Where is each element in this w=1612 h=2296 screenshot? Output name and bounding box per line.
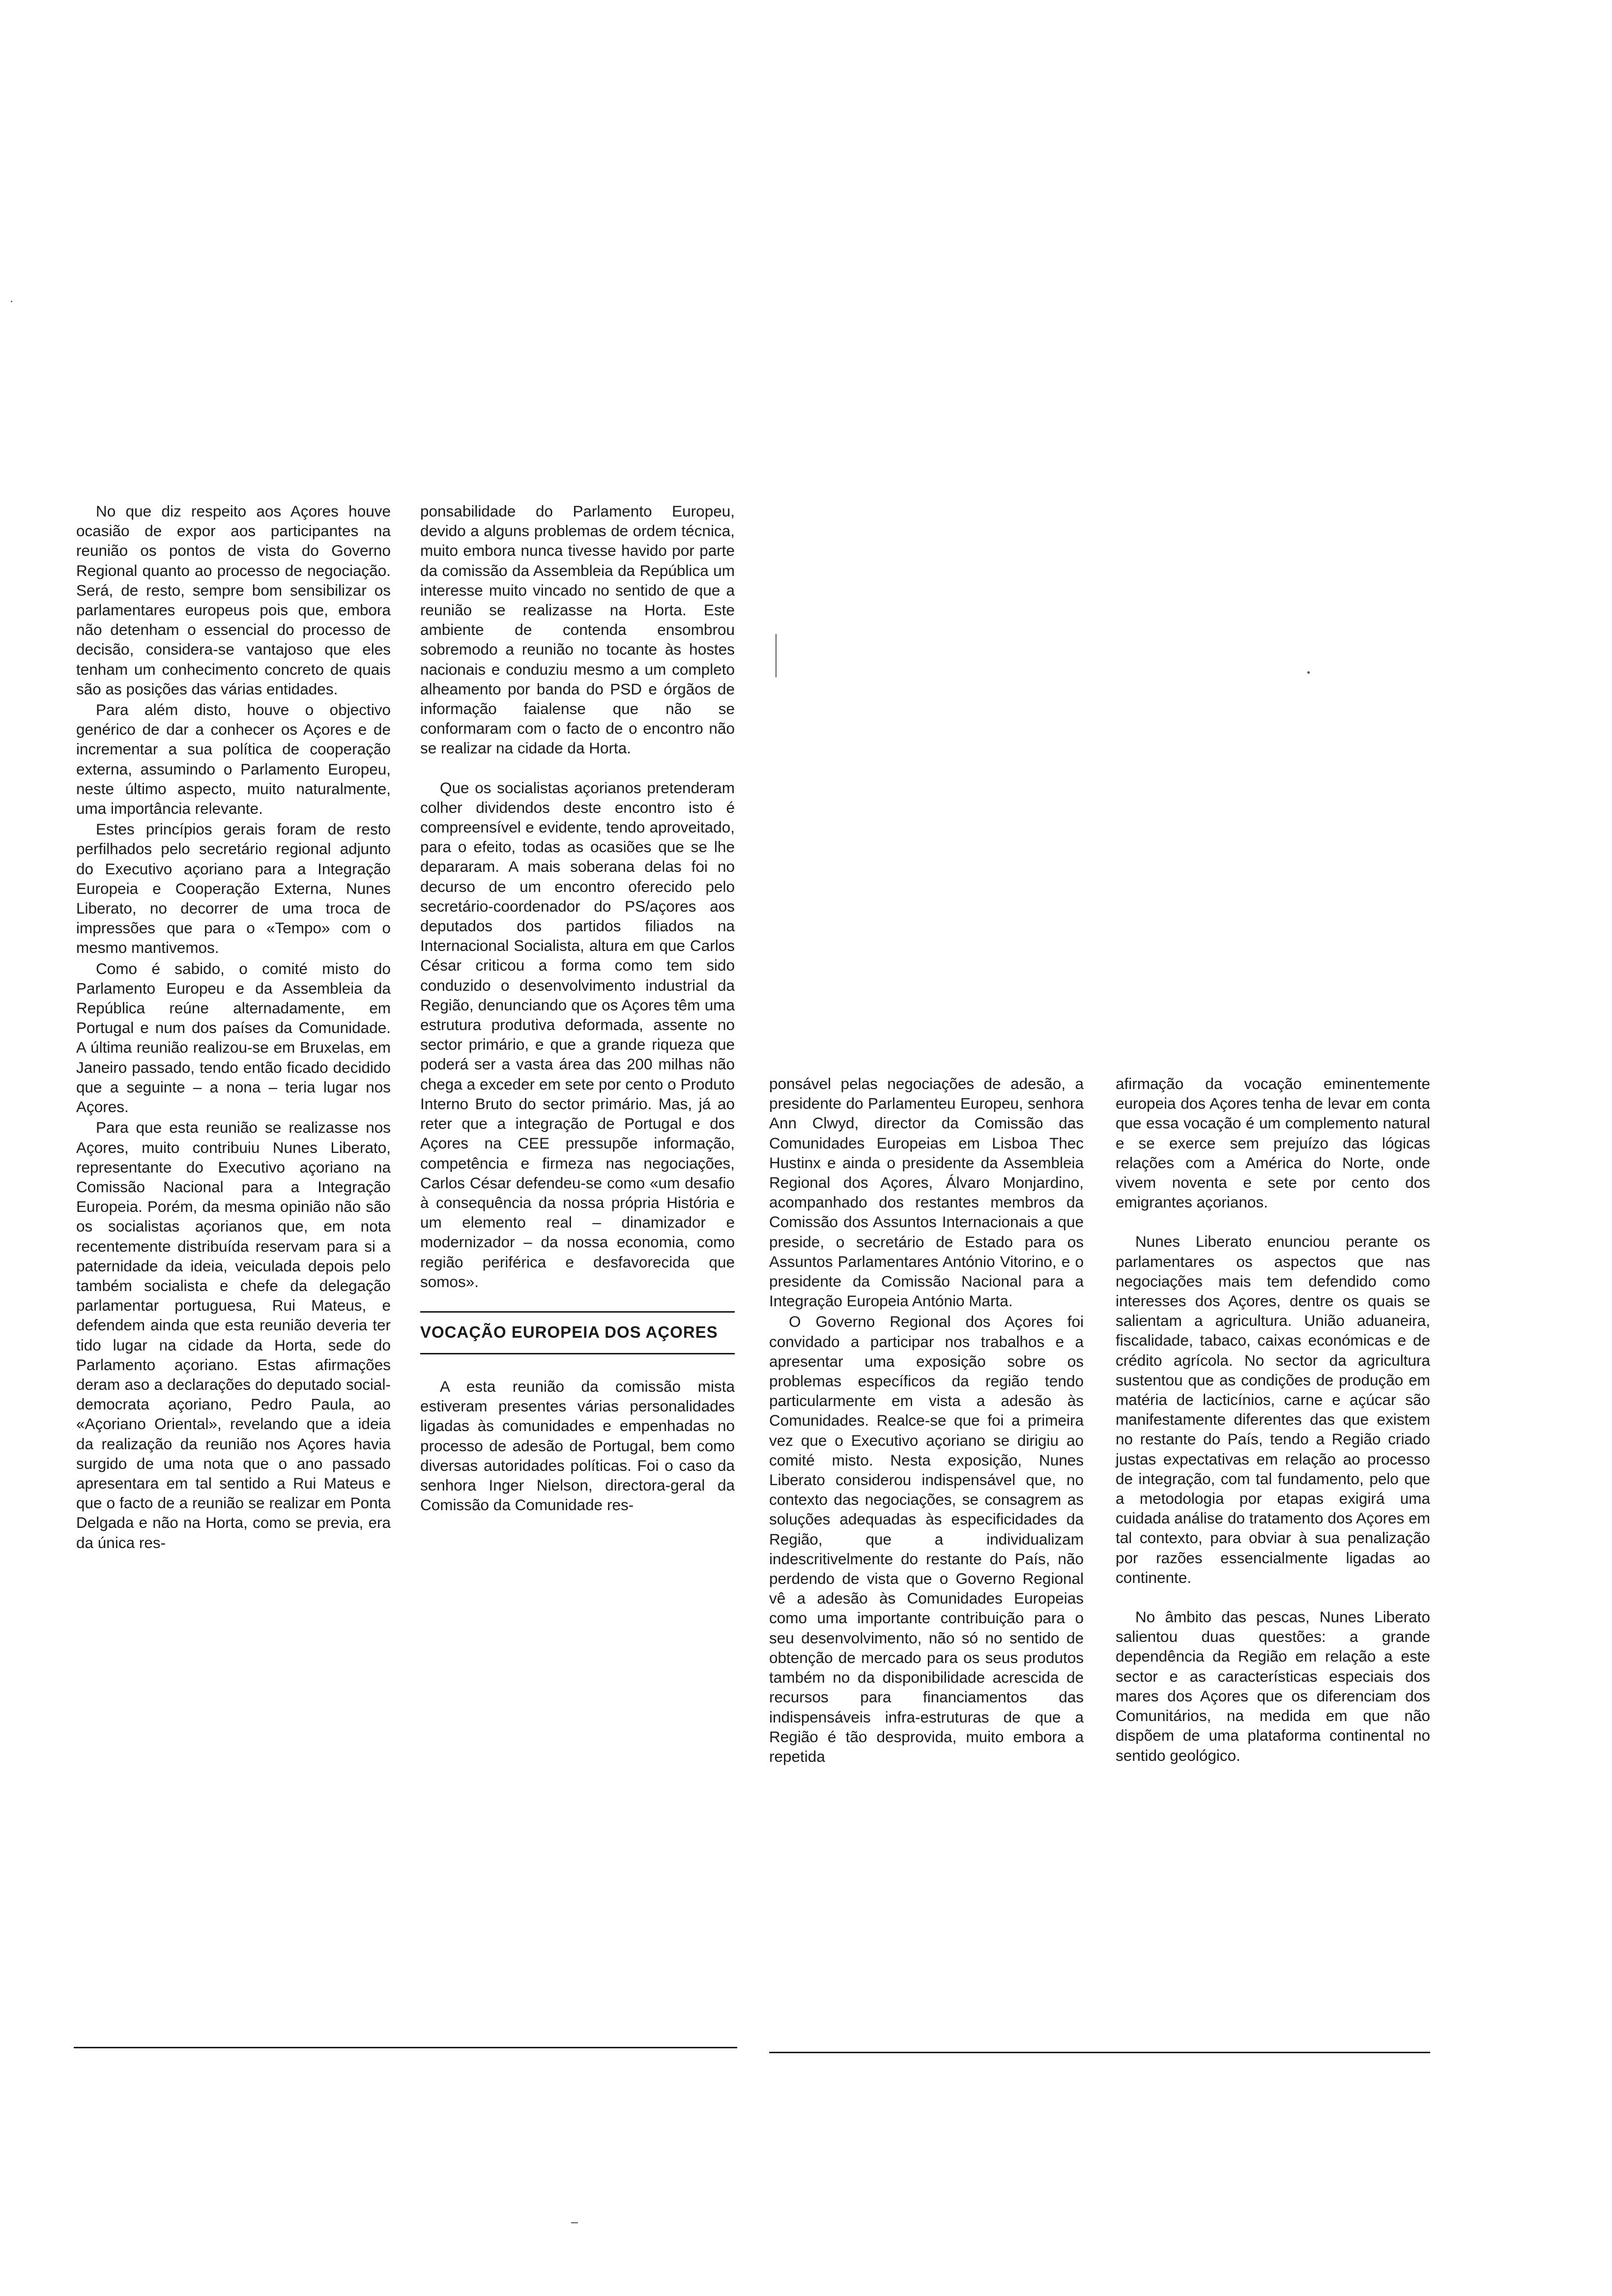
scan-mark [776,634,777,677]
bottom-rule-right [769,2052,1430,2053]
paragraph: Que os socialistas açorianos pretenderam colher dividendos deste encontro isto é compreensível e evidente, tendo aproveitado, para o efeito, todas as ocasiões que se lhe depararam. A mais soberana delas foi no decurso de um encontro oferecido pelo secretário-coordenador do PS/açores aos deputados dos partidos filiados na Internacional Socialista, altura em que Carlos César criticou a forma como tem sido conduzido o desenvolvimento industrial da Região, denunciando que os Açores têm uma estrutura produtiva deformada, assente no sector primário, e que a grande riqueza que poderá ser a vasta área das 200 milhas não chega a exceder em sete por cento o Produto Interno Bruto do sector primário. Mas, já ao reter que a integração de Portugal e dos Açores na CEE pressupõe informação, competência e firmeza nas negociações, Carlos César defendeu-se como «um desafio à consequência da nossa própria História e um elemento real – dinamizador e modernizador – da nossa economia, como região periférica e desfavorecida que somos». [420,778,735,1291]
paragraph: ponsável pelas negociações de adesão, a presidente do Parlamenteu Europeu, senhora Ann Clwyd, director da Comissão das Comunidades Europeias em Lisboa Thec Hustinx e ainda o presidente da Assembleia Regional dos Açores, Álvaro Monjardino, acompanhado dos restantes membros da Comissão dos Assuntos Internacionais a que preside, o secretário de Estado para os Assuntos Parlamentares António Vitorino, e o presidente da Comissão Nacional para a Integração Europeia António Marta. [769,1075,1084,1310]
paragraph: Para além disto, houve o objectivo genérico de dar a conhecer os Açores e de incrementar a sua política de cooperação externa, assumindo o Parlamento Europeu, neste último aspecto, muito naturalmente, uma importância relevante. [76,701,391,818]
paragraph: A esta reunião da comissão mista estiveram presentes várias personalidades ligadas às comunidades e empenhadas no processo de adesão de Portugal, bem como diversas autoridades políticas. Foi o caso da senhora Inger Nielson, directora-geral da Comissão da Comunidade res- [420,1377,735,1514]
paragraph: No âmbito das pescas, Nunes Liberato salientou duas questões: a grande dependência da Região em relação a este sector e as características especiais dos mares dos Açores que os diferenciam dos Comunitários, na medida em que não dispõem de uma plataforma continental no sentido geológico. [1116,1608,1430,1764]
section-subheading: VOCAÇÃO EUROPEIA DOS AÇORES [420,1311,735,1354]
scan-mark [571,2222,578,2223]
paragraph: Como é sabido, o comité misto do Parlamento Europeu e da Assembleia da República reúne alternadamente, em Portugal e num dos países da Comunidade. A última reunião realizou-se em Bruxelas, em Janeiro passado, tendo então ficado decidido que a seguinte – a nona – teria lugar nos Açores. [76,959,391,1116]
article-column-2 [420,501,735,1515]
paragraph: Estes princípios gerais foram de resto perfilhados pelo secretário regional adjunto do Executivo açoriano para a Integração Europeia e Cooperação Externa, Nunes Liberato, no decorrer de uma troca de impressões que para o «Tempo» com o mesmo mantivemos. [76,820,391,957]
article-column-4 [1116,1074,1430,1765]
paragraph: O Governo Regional dos Açores foi convidado a participar nos trabalhos e a apresentar uma exposição sobre os problemas específicos da região tendo particularmente em vista a adesão às Comunidades. Realce-se que foi a primeira vez que o Executivo açoriano se dirigiu ao comité misto. Nesta exposição, Nunes Liberato considerou indispensável que, no contexto das negociações, se consagrem as soluções adequadas às especificidades da Região, que a individualizam indescritivelmente do restante do País, não perdendo de vista que o Governo Regional vê a adesão às Comunidades Europeias como uma importante contribuição para o seu desenvolvimento, não só no sentido de obtenção de mercado para os seus produtos também no da disponibilidade acrescida de recursos para financiamentos das indispensáveis infra-estruturas de que a Região é tão desprovida, muito embora a repetida [769,1313,1084,1765]
scan-speck [11,301,12,302]
bottom-rule-left [74,2047,737,2048]
paragraph: afirmação da vocação eminentemente europeia dos Açores tenha de levar em conta que essa vocação é um complemento natural e se exerce sem prejuízo das lógicas relações com a América do Norte, onde vivem noventa e sete por cento dos emigrantes açorianos. [1116,1075,1430,1211]
paragraph: Nunes Liberato enunciou perante os parlamentares os aspectos que nas negociações mais tem defendido como interesses dos Açores, dentre os quais se salientam a agricultura. União aduaneira, fiscalidade, tabaco, caixas económicas e de crédito agrícola. No sector da agricultura sustentou que as condições de produção em matéria de lacticínios, carne e açúcar são manifestamente diferentes das que existem no restante do País, tendo a Região criado justas expectativas em relação ao processo de integração, com tal fundamento, pelo que a metodologia por etapas exigirá uma cuidada análise do tratamento dos Açores em tal contexto, para obviar à sua penalização por razões essencialmente ligadas ao continente. [1116,1233,1430,1586]
article-column-3 [769,1074,1084,1766]
scan-speck [1307,671,1310,674]
paragraph: Para que esta reunião se realizasse nos Açores, muito contribuiu Nunes Liberato, representante do Executivo açoriano na Comissão Nacional para a Integração Europeia. Porém, da mesma opinião não são os socialistas açorianos que, em nota recentemente distribuída reservam para si a paternidade da ideia, veiculada depois pelo também socialista e chefe da delegação parlamentar portuguesa, Rui Mateus, e defendem ainda que esta reunião deveria ter tido lugar na cidade da Horta, sede do Parlamento açoriano. Estas afirmações deram aso a declarações do deputado social-democrata açoriano, Pedro Paula, ao «Açoriano Oriental», revelando que a ideia da realização da reunião nos Açores havia surgido de uma nota que o ano passado apresentara em tal sentido a Rui Mateus e que o facto de a reunião se realizar em Ponta Delgada e não na Horta, como se previa, era da única res- [76,1119,391,1551]
article-column-1 [76,501,391,1552]
paragraph: ponsabilidade do Parlamento Europeu, devido a alguns problemas de ordem técnica, muito embora nunca tivesse havido por parte da comissão da Assembleia da República um interesse muito vincado no sentido de que a reunião se realizasse na Horta. Este ambiente de contenda ensombrou sobremodo a reunião no tocante às hostes nacionais e conduziu mesmo a um completo alheamento por banda do PSD e órgãos de informação faialense que não se conformaram com o facto de o encontro não se realizar na cidade da Horta. [420,502,735,757]
paragraph: No que diz respeito aos Açores houve ocasião de expor aos participantes na reunião os pontos de vista do Governo Regional quanto ao processo de negociação. Será, de resto, sempre bom sensibilizar os parlamentares europeus pois que, embora não detenham o essencial do processo de decisão, considera-se vantajoso que eles tenham um conhecimento concreto de quais são as posições das várias entidades. [76,502,391,698]
